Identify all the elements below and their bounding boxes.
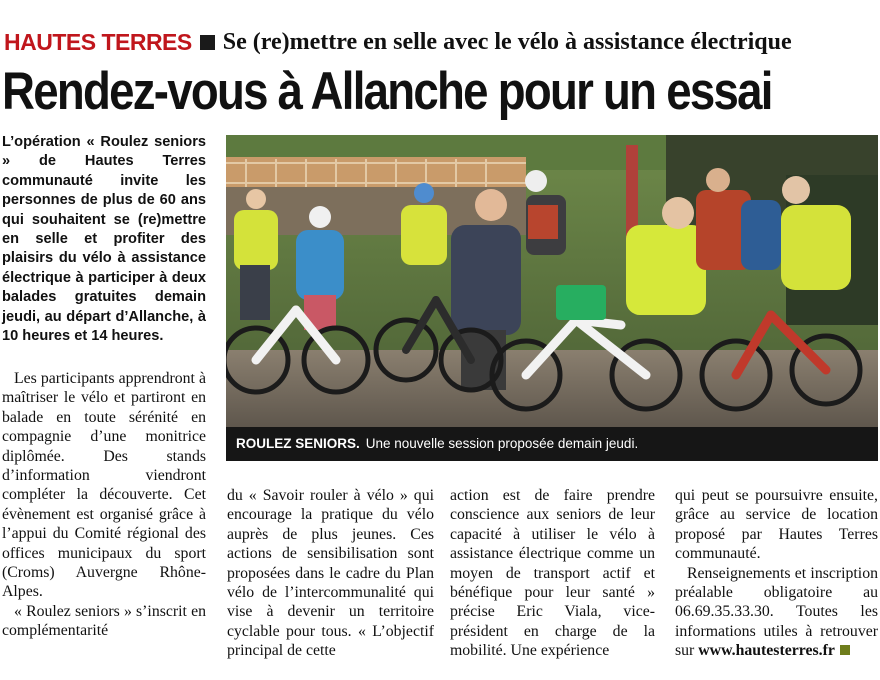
article-column-2 [227,486,434,661]
column-1-paragraph-2: « Roulez seniors » s’inscrit en complémentarité [2,602,206,640]
article-column-4 [675,486,878,661]
contact-text: Renseignements et inscription préalable obligatoire au 06.69.35.33.30. Toutes les informations utiles à retrouver sur [675,564,878,660]
column-3-paragraph: action est de faire prendre conscience aux seniors de leur capacité à utiliser le vélo à assistance électrique comme un moyen de transport actif et bénéfique pour leur santé » précise Eric Viala, vice-président en charge de la mobilité. Une expérience [450,487,655,660]
column-1-paragraph-1: Les participants apprendront à maîtriser le vélo et partiront en balade en toute sérénité en compagnie d’une monitrice diplômée. Des stands d’information viendront compléter la découverte. Cet évènement est organisé grâce à l’appui du Comité régional des offices municipaux du sport (Croms) Auvergne Rhône-Alpes. [2,370,206,601]
photo-caption [226,427,878,461]
end-of-article-mark [840,645,850,655]
column-2-paragraph: du « Savoir rouler à vélo » qui encourage la pratique du vélo auprès de plus jeunes. Ces actions de sensibilisation sont proposées dans le cadre du Plan vélo de l’intercommunalité qui vise à devenir un territoire cyclable pour tous. « L’objectif principal de cette [227,487,434,660]
caption-text: Une nouvelle session proposée demain jeudi. [365,436,639,451]
caption-label: ROULEZ SENIORS. [236,436,360,451]
kicker [4,26,792,58]
article-photo [226,135,878,427]
article-headline: Rendez-vous à Allanche pour un essai [2,62,772,121]
column-4-paragraph-2 [675,564,878,661]
seniors-ebike-group-illustration [226,135,878,427]
article-column-3 [450,486,655,661]
article-column-1 [2,369,206,641]
article-subhead: Se (re)mettre en selle avec le vélo à assistance électrique [222,28,792,55]
website-link[interactable]: www.hautesterres.fr [698,642,835,660]
article-lead: L’opération « Roulez seniors » de Hautes Terres communauté invite les personnes de plus de 60 ans qui souhaitent se (re)mettre en selle et profiter des plaisirs du vélo à assistance électrique à participer à deux balades gratuites demain jeudi, au départ d’Allanche, à 10 heures et 14 heures. [2,134,206,345]
section-rubric: HAUTES TERRES [4,28,192,55]
column-4-paragraph-1: qui peut se poursuivre ensuite, grâce au service de location proposé par Hautes Terres communauté. [675,487,878,563]
square-bullet-icon [200,35,215,50]
